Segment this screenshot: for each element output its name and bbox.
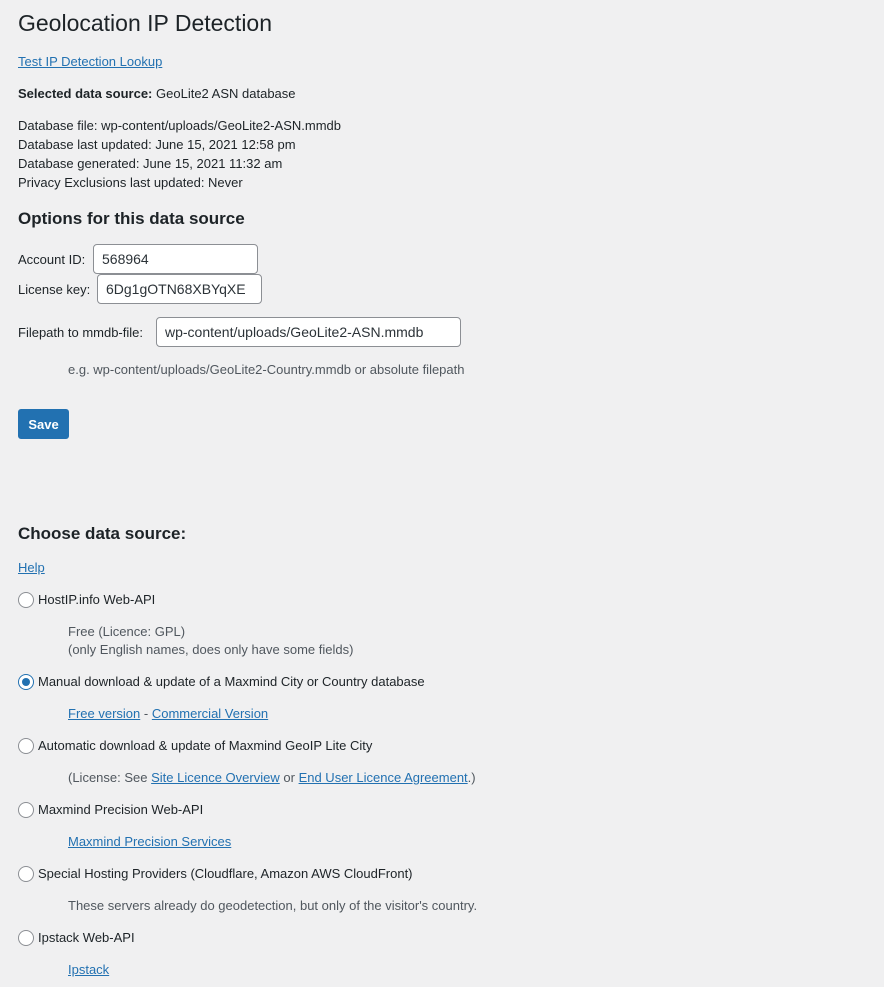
ipstack-link[interactable]: Ipstack (68, 962, 110, 977)
privacy-exclusions-updated: Privacy Exclusions last updated: Never (18, 175, 243, 190)
save-button[interactable]: Save (18, 409, 69, 439)
test-ip-detection-link[interactable]: Test IP Detection Lookup (18, 54, 163, 69)
source-desc-hostip-1: Free (Licence: GPL) (68, 624, 186, 639)
filepath-input[interactable] (156, 317, 461, 347)
options-heading: Options for this data source (18, 209, 245, 228)
license-suffix: .) (467, 770, 476, 785)
radio-special-hosting[interactable] (18, 866, 34, 882)
database-last-updated: Database last updated: June 15, 2021 12:58 pm (18, 137, 296, 152)
commercial-version-link[interactable]: Commercial Version (151, 706, 269, 721)
page-title: Geolocation IP Detection (18, 10, 273, 36)
source-label-special-hosting: Special Hosting Providers (Cloudflare, Amazon AWS CloudFront) (38, 866, 413, 881)
radio-auto-maxmind[interactable] (18, 738, 34, 754)
choose-data-source-heading: Choose data source: (18, 524, 187, 543)
source-label-manual-maxmind: Manual download & update of a Maxmind City or Country database (38, 674, 425, 689)
selected-source-label: Selected data source: (18, 86, 153, 101)
license-or: or (283, 770, 295, 785)
source-label-auto-maxmind: Automatic download & update of Maxmind GeoIP Lite City (38, 738, 373, 753)
selected-source-value: GeoLite2 ASN database (156, 86, 296, 101)
filepath-label: Filepath to mmdb-file: (18, 325, 143, 340)
help-link[interactable]: Help (18, 560, 45, 575)
site-licence-overview-link[interactable]: Site Licence Overview (151, 770, 280, 785)
database-generated: Database generated: June 15, 2021 11:32 am (18, 156, 283, 171)
free-version-link[interactable]: Free version (68, 706, 141, 721)
link-separator: - (143, 706, 149, 721)
radio-maxmind-precision[interactable] (18, 802, 34, 818)
radio-manual-maxmind[interactable] (18, 674, 34, 690)
license-key-input[interactable] (97, 274, 262, 304)
maxmind-precision-services-link[interactable]: Maxmind Precision Services (68, 834, 232, 849)
license-prefix: (License: See (68, 770, 148, 785)
source-desc-special-hosting: These servers already do geodetection, but only of the visitor's country. (68, 898, 478, 913)
radio-ipstack[interactable] (18, 930, 34, 946)
source-desc-auto-maxmind (68, 769, 476, 788)
source-desc-hostip-2: (only English names, does only have some fields) (68, 642, 354, 657)
license-key-label: License key: (18, 282, 91, 297)
source-label-hostip: HostIP.info Web-API (38, 592, 156, 607)
radio-hostip[interactable] (18, 592, 34, 608)
source-links-manual-maxmind (68, 705, 268, 724)
filepath-hint: e.g. wp-content/uploads/GeoLite2-Country.mmdb or absolute filepath (68, 362, 465, 377)
selected-data-source (18, 85, 296, 104)
source-label-ipstack: Ipstack Web-API (38, 930, 135, 945)
database-file: Database file: wp-content/uploads/GeoLite2-ASN.mmdb (18, 118, 342, 133)
account-id-label: Account ID: (18, 252, 86, 267)
source-label-maxmind-precision: Maxmind Precision Web-API (38, 802, 204, 817)
account-id-input[interactable] (93, 244, 258, 274)
end-user-licence-link[interactable]: End User Licence Agreement (298, 770, 468, 785)
